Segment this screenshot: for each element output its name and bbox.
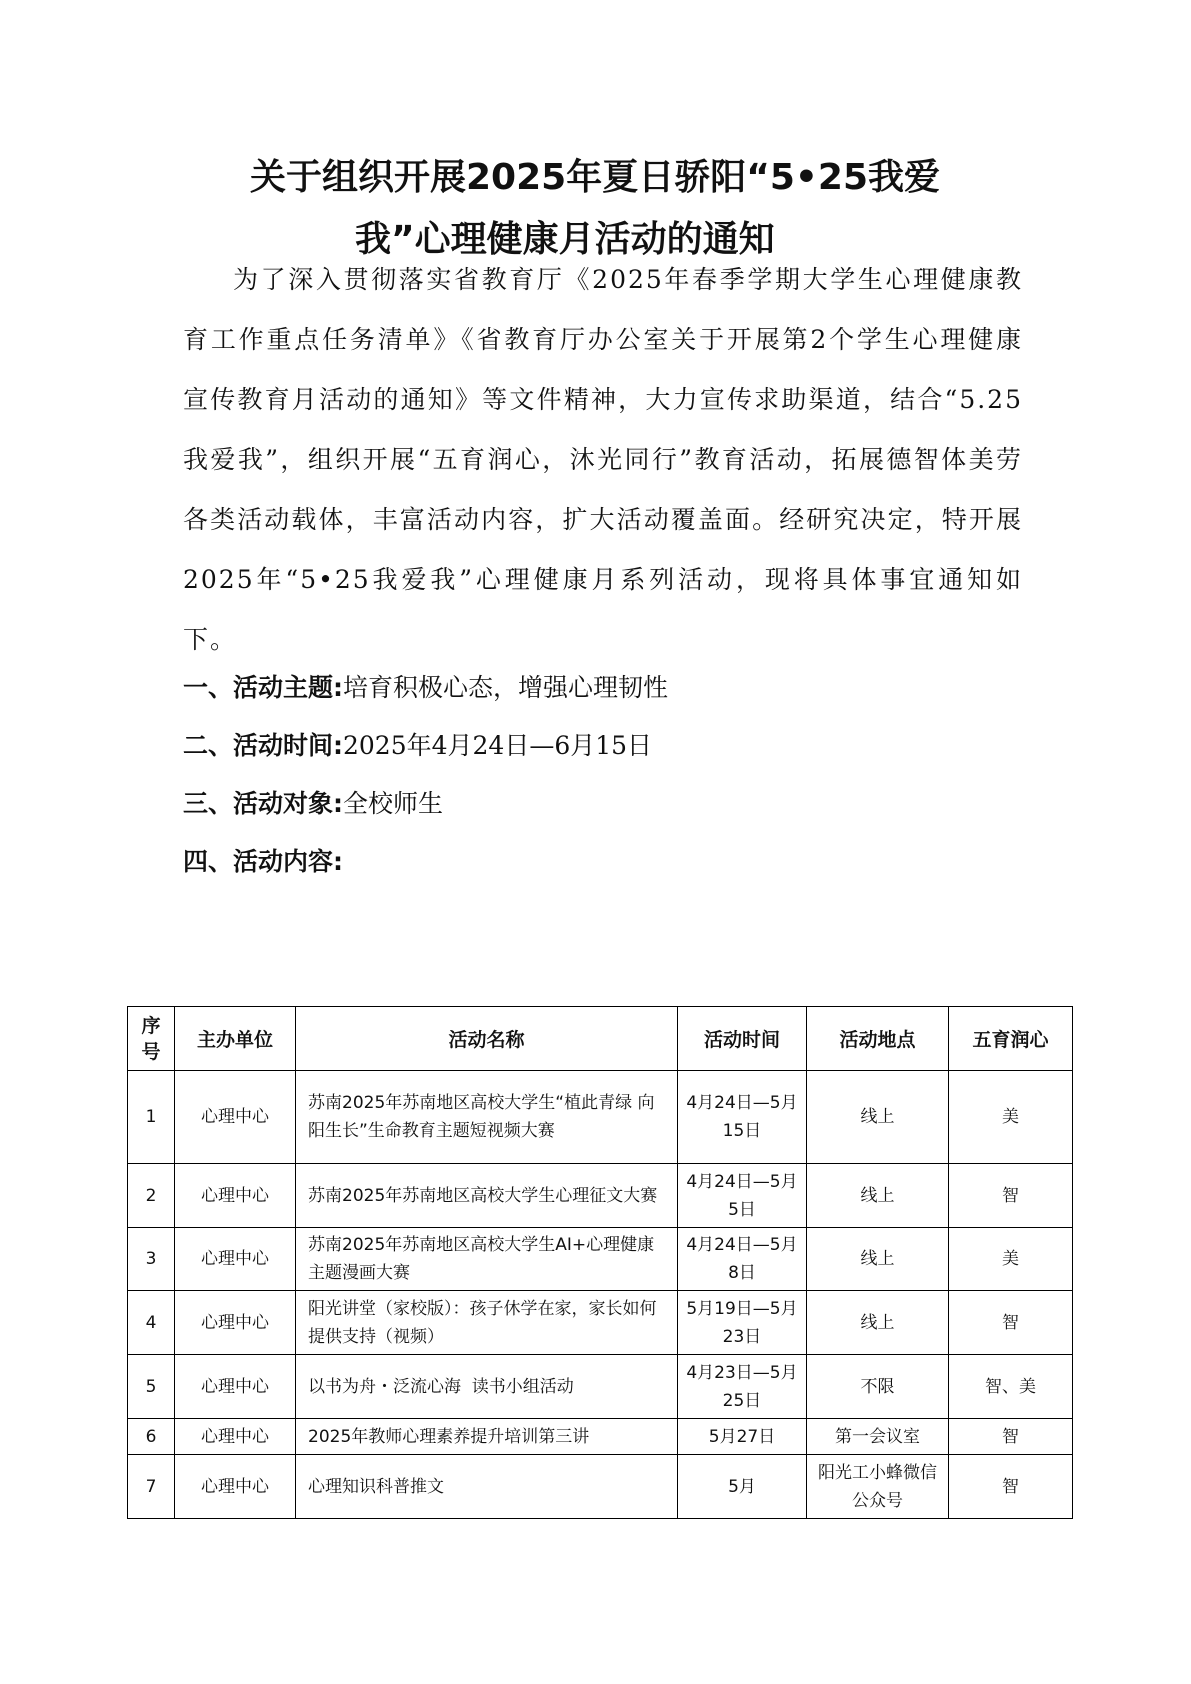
- table-row: [128, 1071, 1073, 1164]
- cell-no: 5: [128, 1355, 175, 1419]
- table-row: [128, 1419, 1073, 1455]
- table-row: [128, 1164, 1073, 1228]
- cell-no: 1: [128, 1071, 175, 1164]
- cell-tag: 美: [949, 1071, 1073, 1164]
- cell-name: 心理知识科普推文: [296, 1455, 678, 1519]
- cell-org: 心理中心: [175, 1419, 296, 1455]
- intro-block: [183, 250, 1023, 670]
- section-heading: 二、活动时间:: [183, 731, 343, 760]
- section-time: [183, 726, 652, 766]
- header-place: 活动地点: [807, 1007, 949, 1071]
- section-heading: 四、活动内容:: [183, 847, 343, 876]
- cell-time: 4月24日—5月15日: [678, 1071, 807, 1164]
- section-value: 全校师生: [343, 789, 444, 818]
- cell-place: 线上: [807, 1291, 949, 1355]
- cell-tag: 美: [949, 1228, 1073, 1291]
- cell-org: 心理中心: [175, 1071, 296, 1164]
- cell-place: 线上: [807, 1228, 949, 1291]
- header-name: 活动名称: [296, 1007, 678, 1071]
- table-row: [128, 1355, 1073, 1419]
- cell-place: 线上: [807, 1071, 949, 1164]
- section-heading: 一、活动主题:: [183, 673, 343, 702]
- cell-place: 第一会议室: [807, 1419, 949, 1455]
- cell-time: 5月27日: [678, 1419, 807, 1455]
- section-theme: [183, 668, 668, 708]
- cell-org: 心理中心: [175, 1455, 296, 1519]
- cell-tag: 智、美: [949, 1355, 1073, 1419]
- section-value: 培育积极心态，增强心理韧性: [343, 673, 669, 702]
- section-value: 2025年4月24日—6月15日: [343, 731, 653, 760]
- cell-time: 5月: [678, 1455, 807, 1519]
- cell-place: 阳光工小蜂微信公众号: [807, 1455, 949, 1519]
- cell-place: 线上: [807, 1164, 949, 1228]
- cell-time: 4月24日—5月8日: [678, 1228, 807, 1291]
- intro-paragraph: 为了深入贯彻落实省教育厅《2025年春季学期大学生心理健康教育工作重点任务清单》《省教育厅办公室关于开展第2个学生心理健康宣传教育月活动的通知》等文件精神，大力宣传求助渠道，结合“5.25我爱我”，组织开展“五育润心，沐光同行”教育活动，拓展德智体美劳各类活动载体，丰富活动内容，扩大活动覆盖面。经研究决定，特开展2025年“5•25我爱我”心理健康月系列活动，现将具体事宜通知如下。: [183, 265, 1023, 654]
- cell-name: 2025年教师心理素养提升培训第三讲: [296, 1419, 678, 1455]
- cell-org: 心理中心: [175, 1164, 296, 1228]
- header-no: 序号: [128, 1007, 175, 1071]
- cell-no: 4: [128, 1291, 175, 1355]
- cell-name: 苏南2025年苏南地区高校大学生“植此青绿 向阳生长”生命教育主题短视频大赛: [296, 1071, 678, 1164]
- table-row: [128, 1228, 1073, 1291]
- section-audience: [183, 784, 443, 824]
- header-org: 主办单位: [175, 1007, 296, 1071]
- header-time: 活动时间: [678, 1007, 807, 1071]
- cell-name: 以书为舟・泛流心海 读书小组活动: [296, 1355, 678, 1419]
- table-row: [128, 1455, 1073, 1519]
- cell-name: 苏南2025年苏南地区高校大学生AI+心理健康主题漫画大赛: [296, 1228, 678, 1291]
- cell-org: 心理中心: [175, 1291, 296, 1355]
- header-tag: 五育润心: [949, 1007, 1073, 1071]
- document-title-line2: 我”心理健康月活动的通知: [355, 219, 775, 260]
- document-title-line1: 关于组织开展2025年夏日骄阳“5•25我爱: [250, 157, 941, 198]
- table-row: [128, 1291, 1073, 1355]
- cell-no: 2: [128, 1164, 175, 1228]
- table-header-row: [128, 1007, 1073, 1071]
- section-content: [183, 842, 343, 882]
- activity-table: [127, 1006, 1073, 1519]
- cell-tag: 智: [949, 1419, 1073, 1455]
- cell-no: 7: [128, 1455, 175, 1519]
- section-heading: 三、活动对象:: [183, 789, 343, 818]
- cell-tag: 智: [949, 1455, 1073, 1519]
- cell-time: 4月24日—5月5日: [678, 1164, 807, 1228]
- cell-tag: 智: [949, 1164, 1073, 1228]
- cell-org: 心理中心: [175, 1355, 296, 1419]
- cell-no: 6: [128, 1419, 175, 1455]
- cell-place: 不限: [807, 1355, 949, 1419]
- cell-tag: 智: [949, 1291, 1073, 1355]
- cell-no: 3: [128, 1228, 175, 1291]
- cell-org: 心理中心: [175, 1228, 296, 1291]
- cell-name: 苏南2025年苏南地区高校大学生心理征文大赛: [296, 1164, 678, 1228]
- cell-name: 阳光讲堂（家校版）：孩子休学在家，家长如何提供支持（视频）: [296, 1291, 678, 1355]
- cell-time: 5月19日—5月23日: [678, 1291, 807, 1355]
- cell-time: 4月23日—5月25日: [678, 1355, 807, 1419]
